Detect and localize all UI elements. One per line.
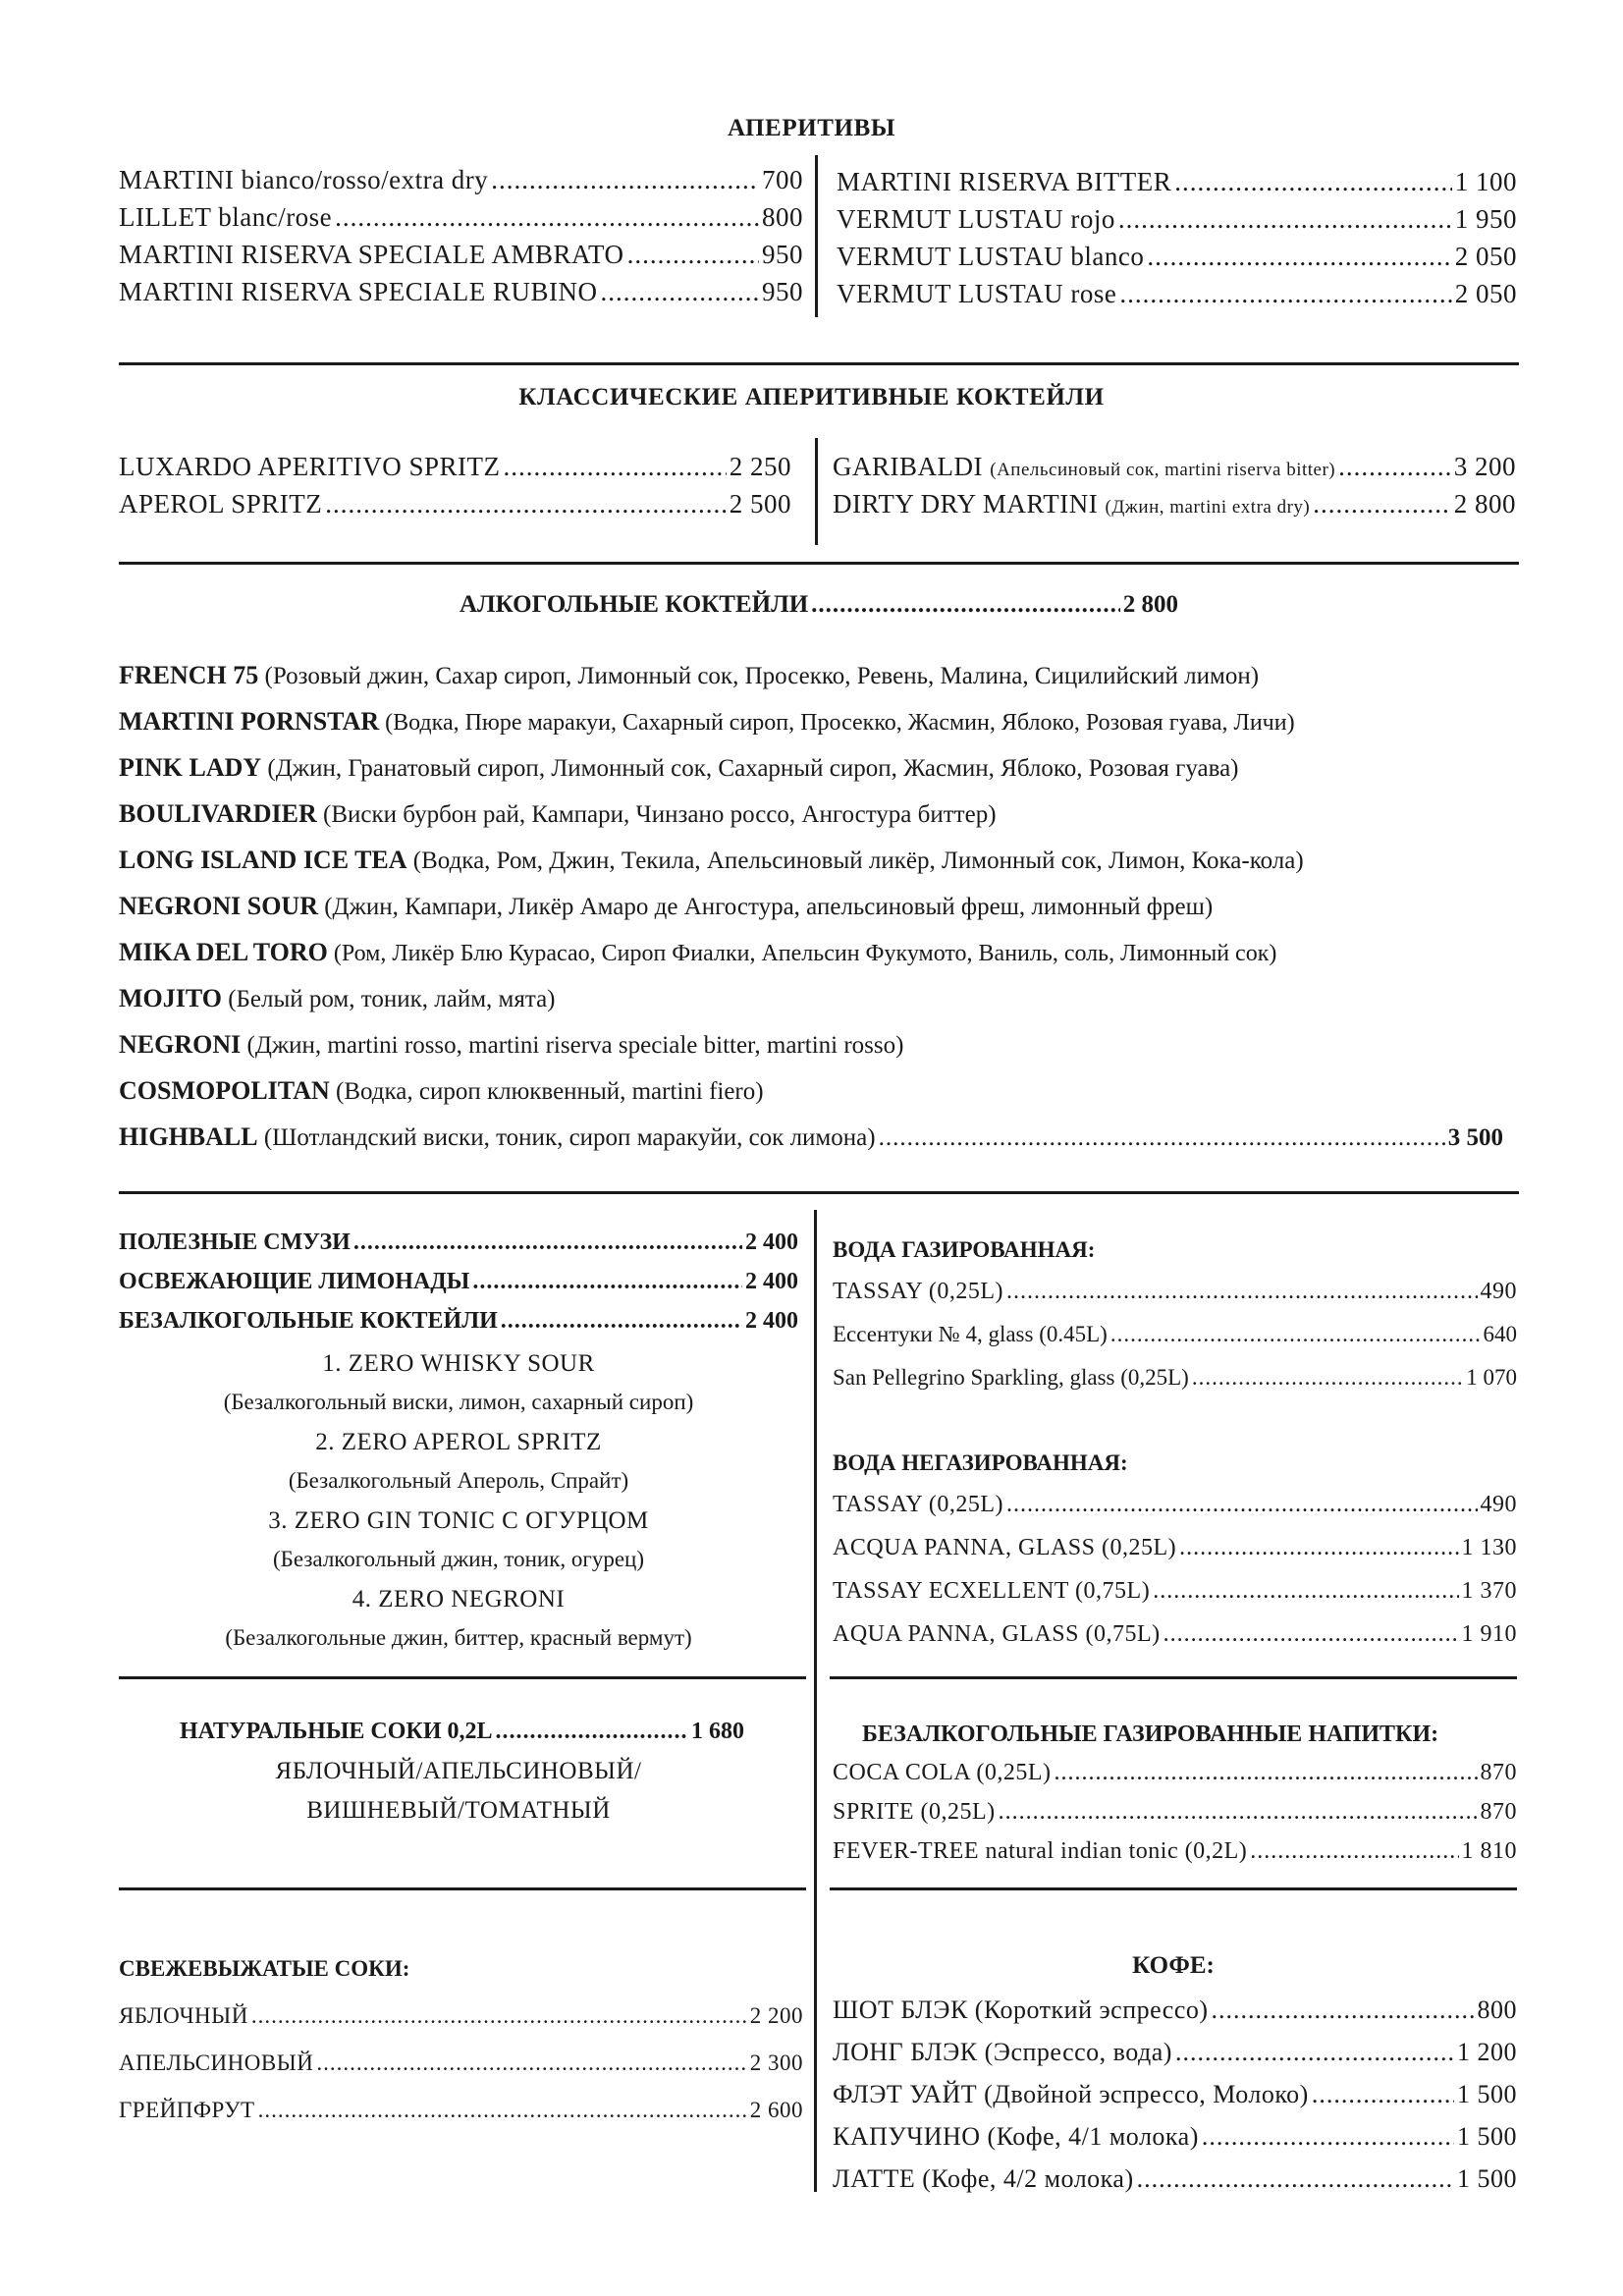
classic-left-2: APEROL SPRITZ ..... 2 500	[119, 489, 791, 519]
classic-title: КЛАССИЧЕСКИЕ АПЕРИТИВНЫЕ КОКТЕЙЛИ	[518, 384, 1105, 410]
cocktail-item: MOJITO (Белый ром, тоник, лайм, мята)	[119, 984, 556, 1012]
sodas-title: БЕЗАЛКОГОЛЬНЫЕ ГАЗИРОВАННЫЕ НАПИТКИ:	[862, 1722, 1439, 1747]
coffee-item: ФЛЭТ УАЙТ (Двойной эспрессо, Молоко) ..... 1 500	[833, 2080, 1517, 2109]
cocktail-highball: HIGHBALL (Шотландский виски, тоник, сироп маракуйи, сок лимона) ..... 3 500	[119, 1122, 1503, 1152]
cocktails-title: АЛКОГОЛЬНЫЕ КОКТЕЙЛИ ..... 2 800	[460, 591, 1178, 619]
fresh-item: АПЕЛЬСИНОВЫЙ ..... 2 300	[119, 2050, 803, 2076]
divider-4-left	[119, 1676, 806, 1679]
aperitif-right-3: VERMUT LUSTAU blanco ..... 2 050	[837, 242, 1517, 272]
zero-name: 1. ZERO WHISKY SOUR	[322, 1350, 595, 1377]
still-title: ВОДА НЕГАЗИРОВАННАЯ:	[833, 1450, 1128, 1475]
soda-item: FEVER-TREE natural indian tonic (0,2L) ..... 1 810	[833, 1838, 1517, 1865]
divider-3	[119, 1191, 1519, 1194]
divider-5-left	[119, 1887, 806, 1890]
cocktail-item: BOULIVARDIER (Виски бурбон рай, Кампари, Чинзано россо, Ангостура биттер)	[119, 799, 997, 828]
divider-5-right	[830, 1887, 1517, 1890]
coffee-item: ШОТ БЛЭК (Короткий эспрессо) ..... 800	[833, 1995, 1517, 2025]
classic-divider	[815, 438, 818, 545]
sparkling-item: San Pellegrino Sparkling, glass (0,25L) ..... 1 070	[833, 1365, 1517, 1391]
still-item: TASSAY (0,25L) ..... 490	[833, 1492, 1517, 1518]
sparkling-item: TASSAY (0,25L) ..... 490	[833, 1279, 1517, 1305]
cocktail-item: MIKA DEL TORO (Ром, Ликёр Блю Курасао, Сироп Фиалки, Апельсин Фукумото, Ваниль, соль, Лимонный сок)	[119, 938, 1277, 966]
cocktail-item: COSMOPOLITAN (Водка, сироп клюквенный, martini fiero)	[119, 1076, 764, 1105]
divider-1	[119, 362, 1519, 365]
aperitif-right-4: VERMUT LUSTAU rose ..... 2 050	[837, 279, 1517, 309]
fresh-item: ГРЕЙПФРУТ ..... 2 600	[119, 2098, 803, 2123]
juices-line: ЯБЛОЧНЫЙ/АПЕЛЬСИНОВЫЙ/	[275, 1758, 642, 1784]
sparkling-item: Ессентуки № 4, glass (0.45L) ..... 640	[833, 1322, 1517, 1347]
aperitif-left-4: MARTINI RISERVA SPECIALE RUBINO ..... 950	[119, 277, 803, 307]
coffee-title: КОФЕ:	[1132, 1952, 1215, 1979]
fresh-title: СВЕЖЕВЫЖАТЫЕ СОКИ:	[119, 1956, 410, 1981]
coffee-item: ЛАТТЕ (Кофе, 4/2 молока) ..... 1 500	[833, 2164, 1517, 2194]
soft-item: БЕЗАЛКОГОЛЬНЫЕ КОКТЕЙЛИ ..... 2 400	[119, 1308, 798, 1335]
classic-right-2: DIRTY DRY MARTINI (Джин, martini extra dry) ..... 2 800	[833, 489, 1516, 519]
soda-item: COCA COLA (0,25L) ..... 870	[833, 1760, 1517, 1786]
juices-title: НАТУРАЛЬНЫЕ СОКИ 0,2L ..... 1 680	[180, 1719, 744, 1745]
aperitifs-divider	[815, 155, 818, 317]
cocktail-item: NEGRONI SOUR (Джин, Кампари, Ликёр Амаро де Ангостура, апельсиновый фреш, лимонный фреш)	[119, 892, 1214, 920]
juices-line: ВИШНЕВЫЙ/ТОМАТНЫЙ	[306, 1797, 611, 1824]
zero-desc: (Безалкогольный виски, лимон, сахарный сироп)	[223, 1390, 694, 1414]
zero-desc: (Безалкогольные джин, биттер, красный вермут)	[225, 1625, 692, 1650]
soft-divider	[814, 1210, 817, 2192]
soft-item: ОСВЕЖАЮЩИЕ ЛИМОНАДЫ ..... 2 400	[119, 1269, 798, 1295]
sparkling-title: ВОДА ГАЗИРОВАННАЯ:	[833, 1237, 1096, 1262]
zero-name: 4. ZERO NEGRONI	[352, 1586, 566, 1613]
aperitif-left-1: MARTINI bianco/rosso/extra dry ..... 700	[119, 165, 803, 195]
classic-right-1: GARIBALDI (Апельсиновый сок, martini riserva bitter) ..... 3 200	[833, 452, 1516, 482]
coffee-item: ЛОНГ БЛЭК (Эспрессо, вода) ..... 1 200	[833, 2038, 1517, 2067]
aperitif-left-2: LILLET blanc/rose ..... 800	[119, 202, 803, 233]
zero-desc: (Безалкогольный джин, тоник, огурец)	[272, 1547, 645, 1571]
fresh-item: ЯБЛОЧНЫЙ ..... 2 200	[119, 2003, 803, 2029]
classic-left-1: LUXARDO APERITIVO SPRITZ ..... 2 250	[119, 452, 791, 482]
divider-4-right	[830, 1676, 1517, 1679]
still-item: ACQUA PANNA, GLASS (0,25L) ..... 1 130	[833, 1535, 1517, 1561]
zero-name: 2. ZERO APEROL SPRITZ	[315, 1429, 602, 1455]
aperitif-right-1: MARTINI RISERVA BITTER ..... 1 100	[837, 167, 1517, 197]
cocktail-item: NEGRONI (Джин, martini rosso, martini riserva speciale bitter, martini rosso)	[119, 1030, 904, 1059]
cocktail-item: MARTINI PORNSTAR (Водка, Пюре маракуи, Сахарный сироп, Просекко, Жасмин, Яблоко, Розовая гуава, Личи)	[119, 707, 1295, 736]
still-item: AQUA PANNA, GLASS (0,75L) ..... 1 910	[833, 1621, 1517, 1648]
soda-item: SPRITE (0,25L) ..... 870	[833, 1799, 1517, 1826]
soft-item: ПОЛЕЗНЫЕ СМУЗИ ..... 2 400	[119, 1230, 798, 1256]
zero-desc: (Безалкогольный Апероль, Спрайт)	[288, 1468, 629, 1493]
still-item: TASSAY ECXELLENT (0,75L) ..... 1 370	[833, 1578, 1517, 1605]
aperitifs-title: АПЕРИТИВЫ	[727, 115, 895, 141]
aperitif-left-3: MARTINI RISERVA SPECIALE AMBRATO ..... 950	[119, 240, 803, 270]
coffee-item: КАПУЧИНО (Кофе, 4/1 молока) ..... 1 500	[833, 2122, 1517, 2152]
cocktail-item: LONG ISLAND ICE TEA (Водка, Ром, Джин, Текила, Апельсиновый ликёр, Лимонный сок, Лимон, Кока-кола)	[119, 846, 1304, 874]
cocktail-item: PINK LADY (Джин, Гранатовый сироп, Лимонный сок, Сахарный сироп, Жасмин, Яблоко, Розовая гуава)	[119, 753, 1239, 782]
cocktail-item: FRENCH 75 (Розовый джин, Сахар сироп, Лимонный сок, Просекко, Ревень, Малина, Сицилийский лимон)	[119, 661, 1260, 689]
divider-2	[119, 562, 1519, 565]
zero-name: 3. ZERO GIN TONIC С ОГУРЦОМ	[268, 1507, 649, 1534]
aperitif-right-2: VERMUT LUSTAU rojo ..... 1 950	[837, 204, 1517, 235]
